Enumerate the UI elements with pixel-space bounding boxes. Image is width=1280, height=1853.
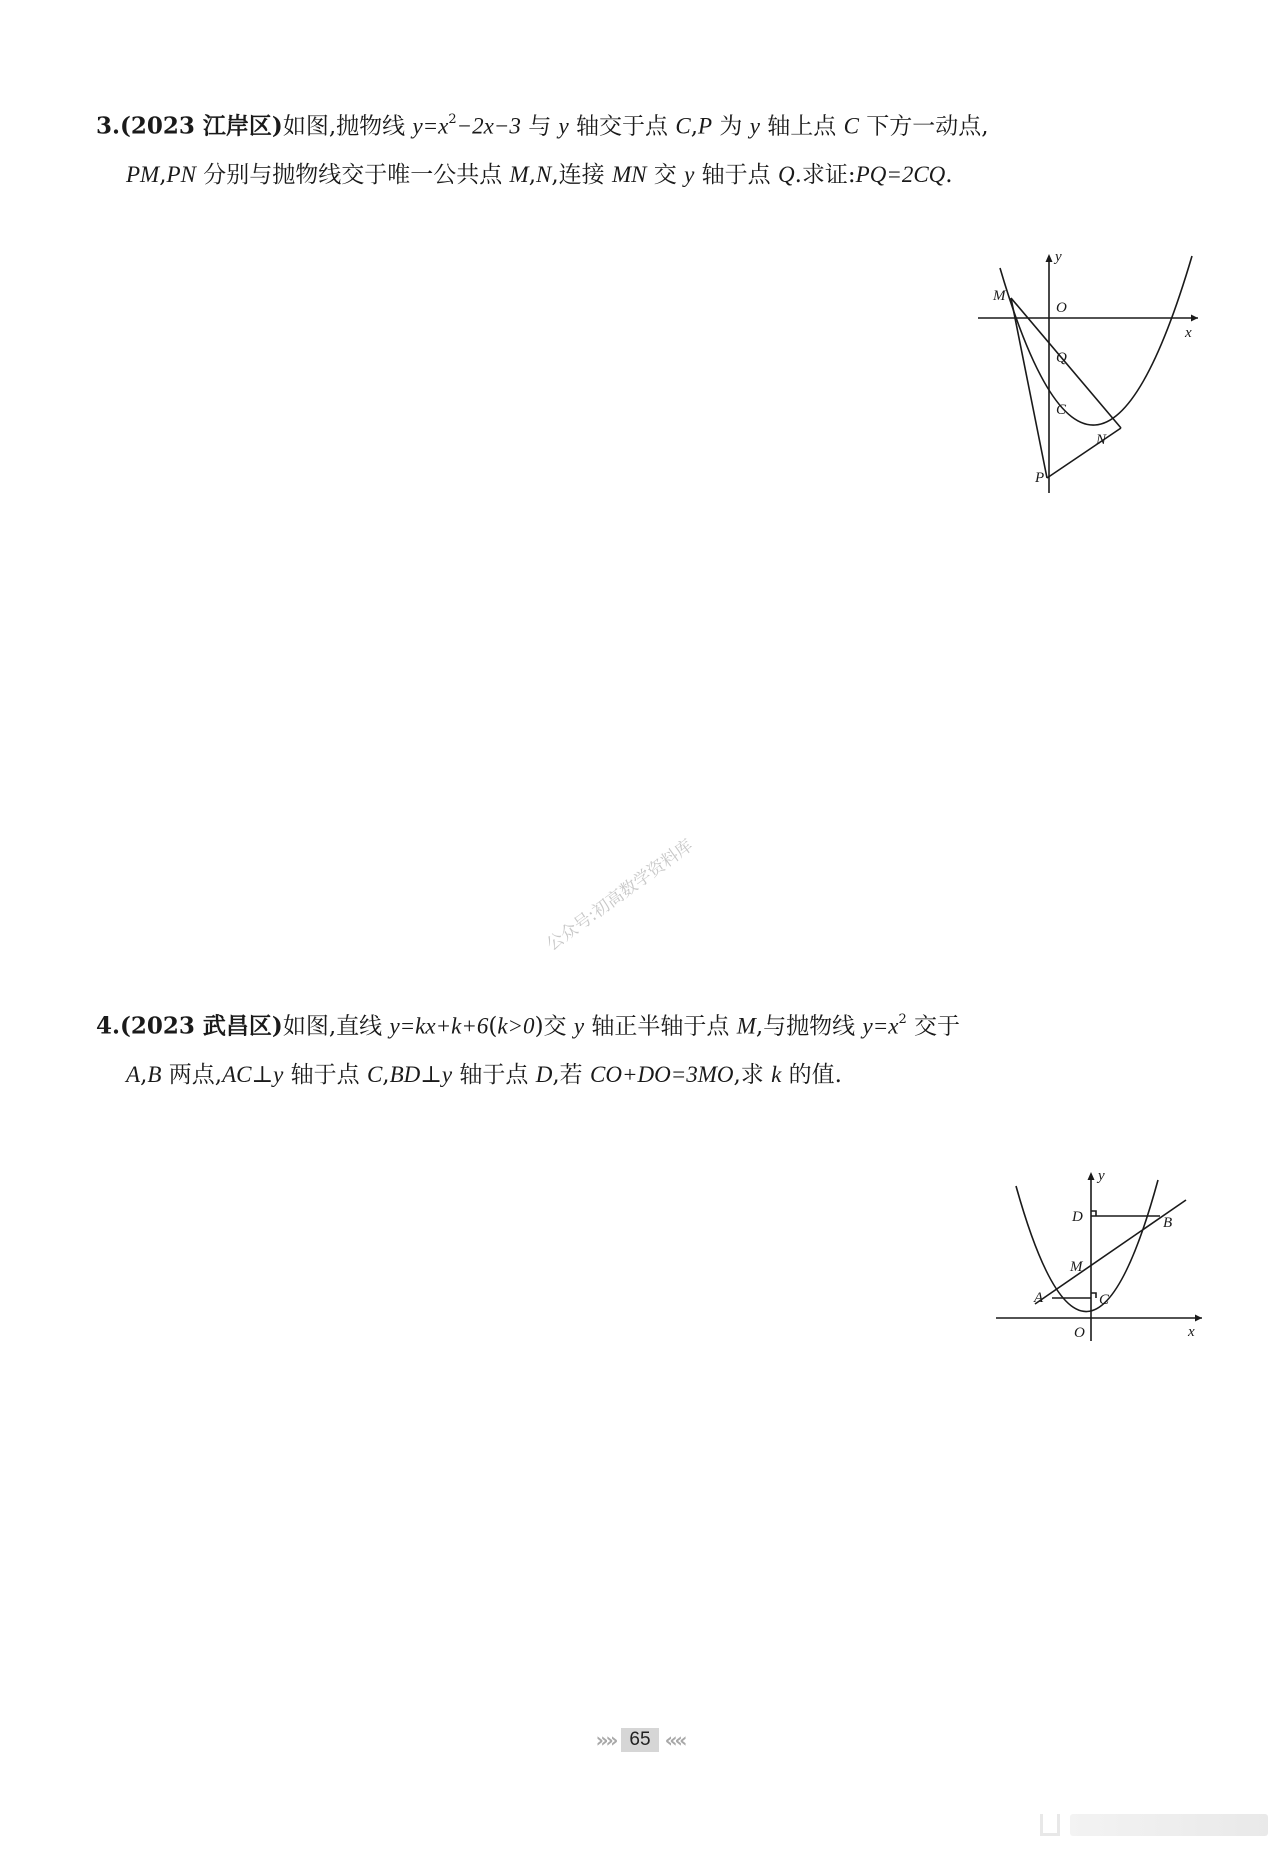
math: k>0 (497, 1013, 535, 1039)
text: 如图,直线 (282, 1013, 390, 1040)
math: M (736, 1013, 756, 1039)
problem-source: (2023 江岸区) (120, 112, 283, 140)
math: M (509, 161, 529, 187)
label-y: y (1055, 249, 1062, 265)
math: y (558, 113, 569, 139)
math: C (843, 113, 859, 139)
math: y (749, 113, 760, 139)
figure-3-diagram (970, 248, 1200, 493)
math: Q (777, 161, 795, 187)
label-x: x (1188, 1324, 1195, 1340)
text: , (159, 161, 167, 188)
text: 轴于点 (694, 161, 778, 188)
corner-toolbar (1040, 1808, 1268, 1842)
problem-source: (2023 武昌区) (120, 1012, 283, 1040)
text: ,若 (552, 1061, 590, 1088)
text: 轴交于点 (568, 113, 676, 140)
text: .求证: (794, 161, 856, 188)
text: , (382, 1061, 390, 1088)
math: y (684, 161, 695, 187)
text: ⊥ (251, 1061, 274, 1088)
math: y=x (412, 113, 449, 139)
label-c: C (1099, 1292, 1110, 1308)
text: 轴上点 (759, 113, 844, 140)
math: N (536, 161, 552, 187)
text: 为 (712, 113, 750, 140)
math: y=kx+k+6 (389, 1013, 489, 1039)
text: 下方一动点, (858, 113, 989, 140)
y-axis-arrow (1046, 254, 1053, 262)
label-b: B (1163, 1215, 1173, 1231)
text: ,连接 (551, 161, 612, 188)
math: −2x−3 (456, 113, 521, 139)
decor-arrows-left: »» (595, 1728, 616, 1752)
problem-3-line-1 (96, 98, 1196, 151)
text: . (945, 161, 953, 188)
math: PM (126, 161, 160, 187)
text: , (690, 113, 699, 140)
watermark: 公众号:初高数学资料库 (542, 835, 697, 956)
problem-3-line-2 (96, 151, 1196, 199)
bracket-icon[interactable] (1040, 1814, 1060, 1836)
parabola (1000, 256, 1192, 425)
line-pn (1047, 428, 1121, 478)
text: , (528, 161, 537, 188)
page-number: 65 (621, 1728, 658, 1752)
figure-3 (970, 248, 1200, 493)
text: ,与抛物线 (755, 1013, 863, 1040)
math: k (771, 1061, 782, 1087)
figure-4 (990, 1168, 1205, 1343)
label-q: Q (1056, 350, 1067, 366)
text: 分别与抛物线交于唯一公共点 (195, 161, 510, 188)
math: y (441, 1061, 453, 1087)
math: y (573, 1013, 585, 1039)
math: C (675, 113, 691, 139)
label-p: P (1035, 470, 1045, 486)
label-x: x (1185, 325, 1192, 341)
text: , (140, 1061, 148, 1088)
text: 轴于点 (452, 1061, 536, 1088)
math: y=x (862, 1013, 899, 1039)
math: CO+DO=3MO (590, 1061, 734, 1087)
problem-3 (96, 98, 1196, 199)
label-o: O (1056, 300, 1067, 316)
label-m: M (1070, 1259, 1083, 1275)
decor-arrows-right: «« (664, 1728, 685, 1752)
text: 与 (520, 113, 559, 140)
label-y: y (1098, 1168, 1105, 1184)
y-axis-arrow (1088, 1172, 1095, 1180)
math: A (126, 1061, 141, 1087)
superscript: 2 (898, 1012, 907, 1027)
text: 的值. (781, 1061, 842, 1088)
text: 如图,抛物线 (282, 113, 413, 140)
problem-number: 3. (96, 112, 121, 140)
label-n: N (1096, 432, 1107, 448)
text: ,求 (733, 1061, 772, 1088)
math: C (366, 1061, 383, 1087)
scroll-bar[interactable] (1070, 1814, 1268, 1836)
figure-4-diagram (990, 1168, 1205, 1343)
x-axis-arrow (1191, 315, 1198, 322)
label-d: D (1072, 1209, 1083, 1225)
x-axis-arrow (1195, 1315, 1202, 1322)
label-m: M (993, 288, 1006, 304)
text: 轴于点 (283, 1061, 367, 1088)
text: ⊥ (420, 1061, 442, 1088)
math: D (535, 1061, 553, 1087)
math: P (698, 113, 713, 139)
label-a: A (1034, 1290, 1044, 1306)
page-number-footer (565, 1725, 715, 1755)
text: 轴正半轴于点 (584, 1013, 737, 1040)
math: y (273, 1061, 284, 1087)
math: MN (612, 161, 647, 187)
problem-4-line-1 (96, 998, 1196, 1051)
superscript: 2 (448, 112, 457, 127)
text: 交于 (906, 1013, 961, 1040)
math: B (147, 1061, 162, 1087)
math: BD (389, 1061, 421, 1087)
math: PQ=2CQ (855, 161, 946, 187)
text: 两点, (161, 1061, 223, 1088)
text: 交 (646, 161, 685, 188)
problem-4-line-2 (96, 1051, 1196, 1099)
math: AC (222, 1061, 252, 1087)
label-c: C (1056, 402, 1067, 418)
math: PN (166, 161, 196, 187)
text: ( (488, 1013, 498, 1040)
label-o: O (1074, 1325, 1085, 1341)
text: )交 (534, 1013, 574, 1040)
line-pm (1011, 298, 1047, 478)
problem-4 (96, 998, 1196, 1099)
problem-number: 4. (96, 1012, 121, 1040)
